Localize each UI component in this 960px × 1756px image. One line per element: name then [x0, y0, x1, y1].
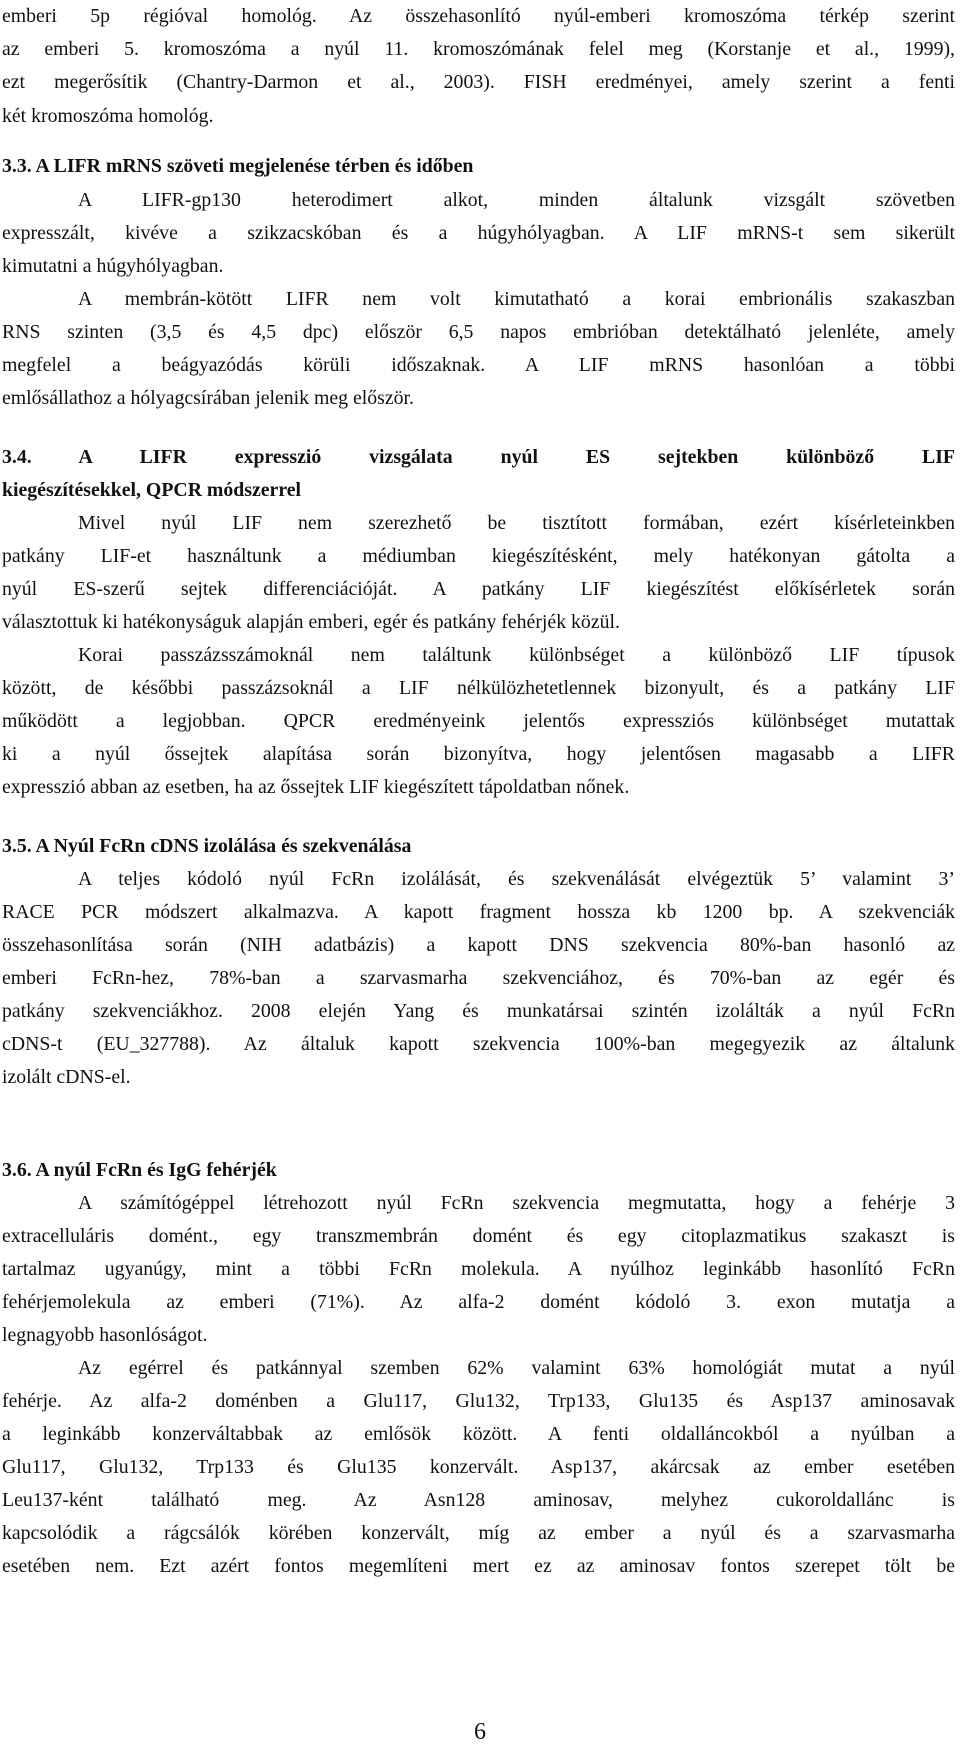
paragraph-line: A számítógéppel létrehozott nyúl FcRn szekvencia megmutatta, hogy a fehérje 3 — [78, 1192, 955, 1214]
paragraph-line: Leu137-ként található meg. Az Asn128 aminosav, melyhez cukoroldallánc is — [2, 1489, 955, 1511]
paragraph-line: A LIFR-gp130 heterodimert alkot, minden általunk vizsgált szövetben — [78, 189, 955, 211]
paragraph-line: a leginkább konzerváltabbak az emlősök között. A fenti oldalláncokból a nyúlban a — [2, 1423, 955, 1445]
section-heading-3-3: 3.3. A LIFR mRNS szöveti megjelenése térben és időben — [2, 155, 474, 177]
paragraph-line: összehasonlítása során (NIH adatbázis) a kapott DNS szekvencia 80%-ban hasonló az — [2, 934, 955, 956]
paragraph-line: izolált cDNS-el. — [2, 1066, 131, 1088]
paragraph-line: Korai passzázsszámoknál nem találtunk különbséget a különböző LIF típusok — [78, 644, 955, 666]
paragraph-line: A teljes kódoló nyúl FcRn izolálását, és szekvenálását elvégeztük 5’ valamint 3’ — [78, 868, 955, 890]
intro-line: ezt megerősítik (Chantry-Darmon et al., 2003). FISH eredményei, amely szerint a fenti — [2, 71, 955, 93]
paragraph-line: RACE PCR módszert alkalmazva. A kapott fragment hossza kb 1200 bp. A szekvenciák — [2, 901, 955, 923]
paragraph-line: cDNS-t (EU_327788). Az általuk kapott szekvencia 100%-ban megegyezik az általunk — [2, 1033, 955, 1055]
paragraph-line: patkány LIF-et használtunk a médiumban kiegészítésként, mely hatékonyan gátolta a — [2, 545, 955, 567]
paragraph-line: RNS szinten (3,5 és 4,5 dpc) először 6,5 napos embrióban detektálható jelenléte, amely — [2, 321, 955, 343]
paragraph-line: esetében nem. Ezt azért fontos megemlíteni mert ez az aminosav fontos szerepet tölt be — [2, 1555, 955, 1577]
paragraph-line: Mivel nyúl LIF nem szerezhető be tisztított formában, ezért kísérleteinkben — [78, 512, 955, 534]
section-heading-3-5: 3.5. A Nyúl FcRn cDNS izolálása és szekvenálása — [2, 835, 412, 857]
paragraph-line: választottuk ki hatékonyságuk alapján emberi, egér és patkány fehérjék közül. — [2, 611, 620, 633]
paragraph-line: emlősállathoz a hólyagcsírában jelenik meg először. — [2, 387, 414, 409]
paragraph-line: között, de későbbi passzázsoknál a LIF nélkülözhetetlennek bizonyult, és a patkány LIF — [2, 677, 955, 699]
intro-line: két kromoszóma homológ. — [2, 105, 214, 127]
paragraph-line: fehérjemolekula az emberi (71%). Az alfa-2 domént kódoló 3. exon mutatja a — [2, 1291, 955, 1313]
intro-line: az emberi 5. kromoszóma a nyúl 11. kromoszómának felel meg (Korstanje et al., 1999), — [2, 38, 955, 60]
paragraph-line: expresszió abban az esetben, ha az őssejtek LIF kiegészített tápoldatban nőnek. — [2, 776, 630, 798]
section-heading-3-6: 3.6. A nyúl FcRn és IgG fehérjék — [2, 1159, 277, 1181]
paragraph-line: extracelluláris domént., egy transzmembrán domént és egy citoplazmatikus szakaszt is — [2, 1225, 955, 1247]
paragraph-line: legnagyobb hasonlóságot. — [2, 1324, 208, 1346]
paragraph-line: ki a nyúl őssejtek alapítása során bizonyítva, hogy jelentősen magasabb a LIFR — [2, 743, 955, 765]
paragraph-line: működött a legjobban. QPCR eredményeink jelentős expressziós különbséget mutattak — [2, 710, 955, 732]
paragraph-line: expresszált, kivéve a szikzacskóban és a húgyhólyagban. A LIF mRNS-t sem sikerült — [2, 222, 955, 244]
paragraph-line: kimutatni a húgyhólyagban. — [2, 255, 224, 277]
paragraph-line: megfelel a beágyazódás körüli időszaknak. A LIF mRNS hasonlóan a többi — [2, 354, 955, 376]
intro-line: emberi 5p régióval homológ. Az összehasonlító nyúl-emberi kromoszóma térkép szerint — [2, 5, 955, 27]
paragraph-line: tartalmaz ugyanúgy, mint a többi FcRn molekula. A nyúlhoz leginkább hasonlító FcRn — [2, 1258, 955, 1280]
section-heading-3-4: 3.4. A LIFR expresszió vizsgálata nyúl ES sejtekben különböző LIF — [2, 446, 955, 468]
paragraph-line: Glu117, Glu132, Trp133 és Glu135 konzervált. Asp137, akárcsak az ember esetében — [2, 1456, 955, 1478]
page-number: 6 — [474, 1719, 486, 1745]
paragraph-line: nyúl ES-szerű sejtek differenciációját. A patkány LIF kiegészítést előkísérletek során — [2, 578, 955, 600]
paragraph-line: Az egérrel és patkánnyal szemben 62% valamint 63% homológiát mutat a nyúl — [78, 1357, 955, 1379]
section-heading-3-4-cont: kiegészítésekkel, QPCR módszerrel — [2, 479, 302, 501]
paragraph-line: patkány szekvenciákhoz. 2008 elején Yang és munkatársai szintén izolálták a nyúl FcRn — [2, 1000, 955, 1022]
paragraph-line: emberi FcRn-hez, 78%-ban a szarvasmarha szekvenciához, és 70%-ban az egér és — [2, 967, 955, 989]
paragraph-line: kapcsolódik a rágcsálók körében konzervált, míg az ember a nyúl és a szarvasmarha — [2, 1522, 955, 1544]
paragraph-line: fehérje. Az alfa-2 doménben a Glu117, Glu132, Trp133, Glu135 és Asp137 aminosavak — [2, 1390, 955, 1412]
paragraph-line: A membrán-kötött LIFR nem volt kimutatható a korai embrionális szakaszban — [78, 288, 955, 310]
